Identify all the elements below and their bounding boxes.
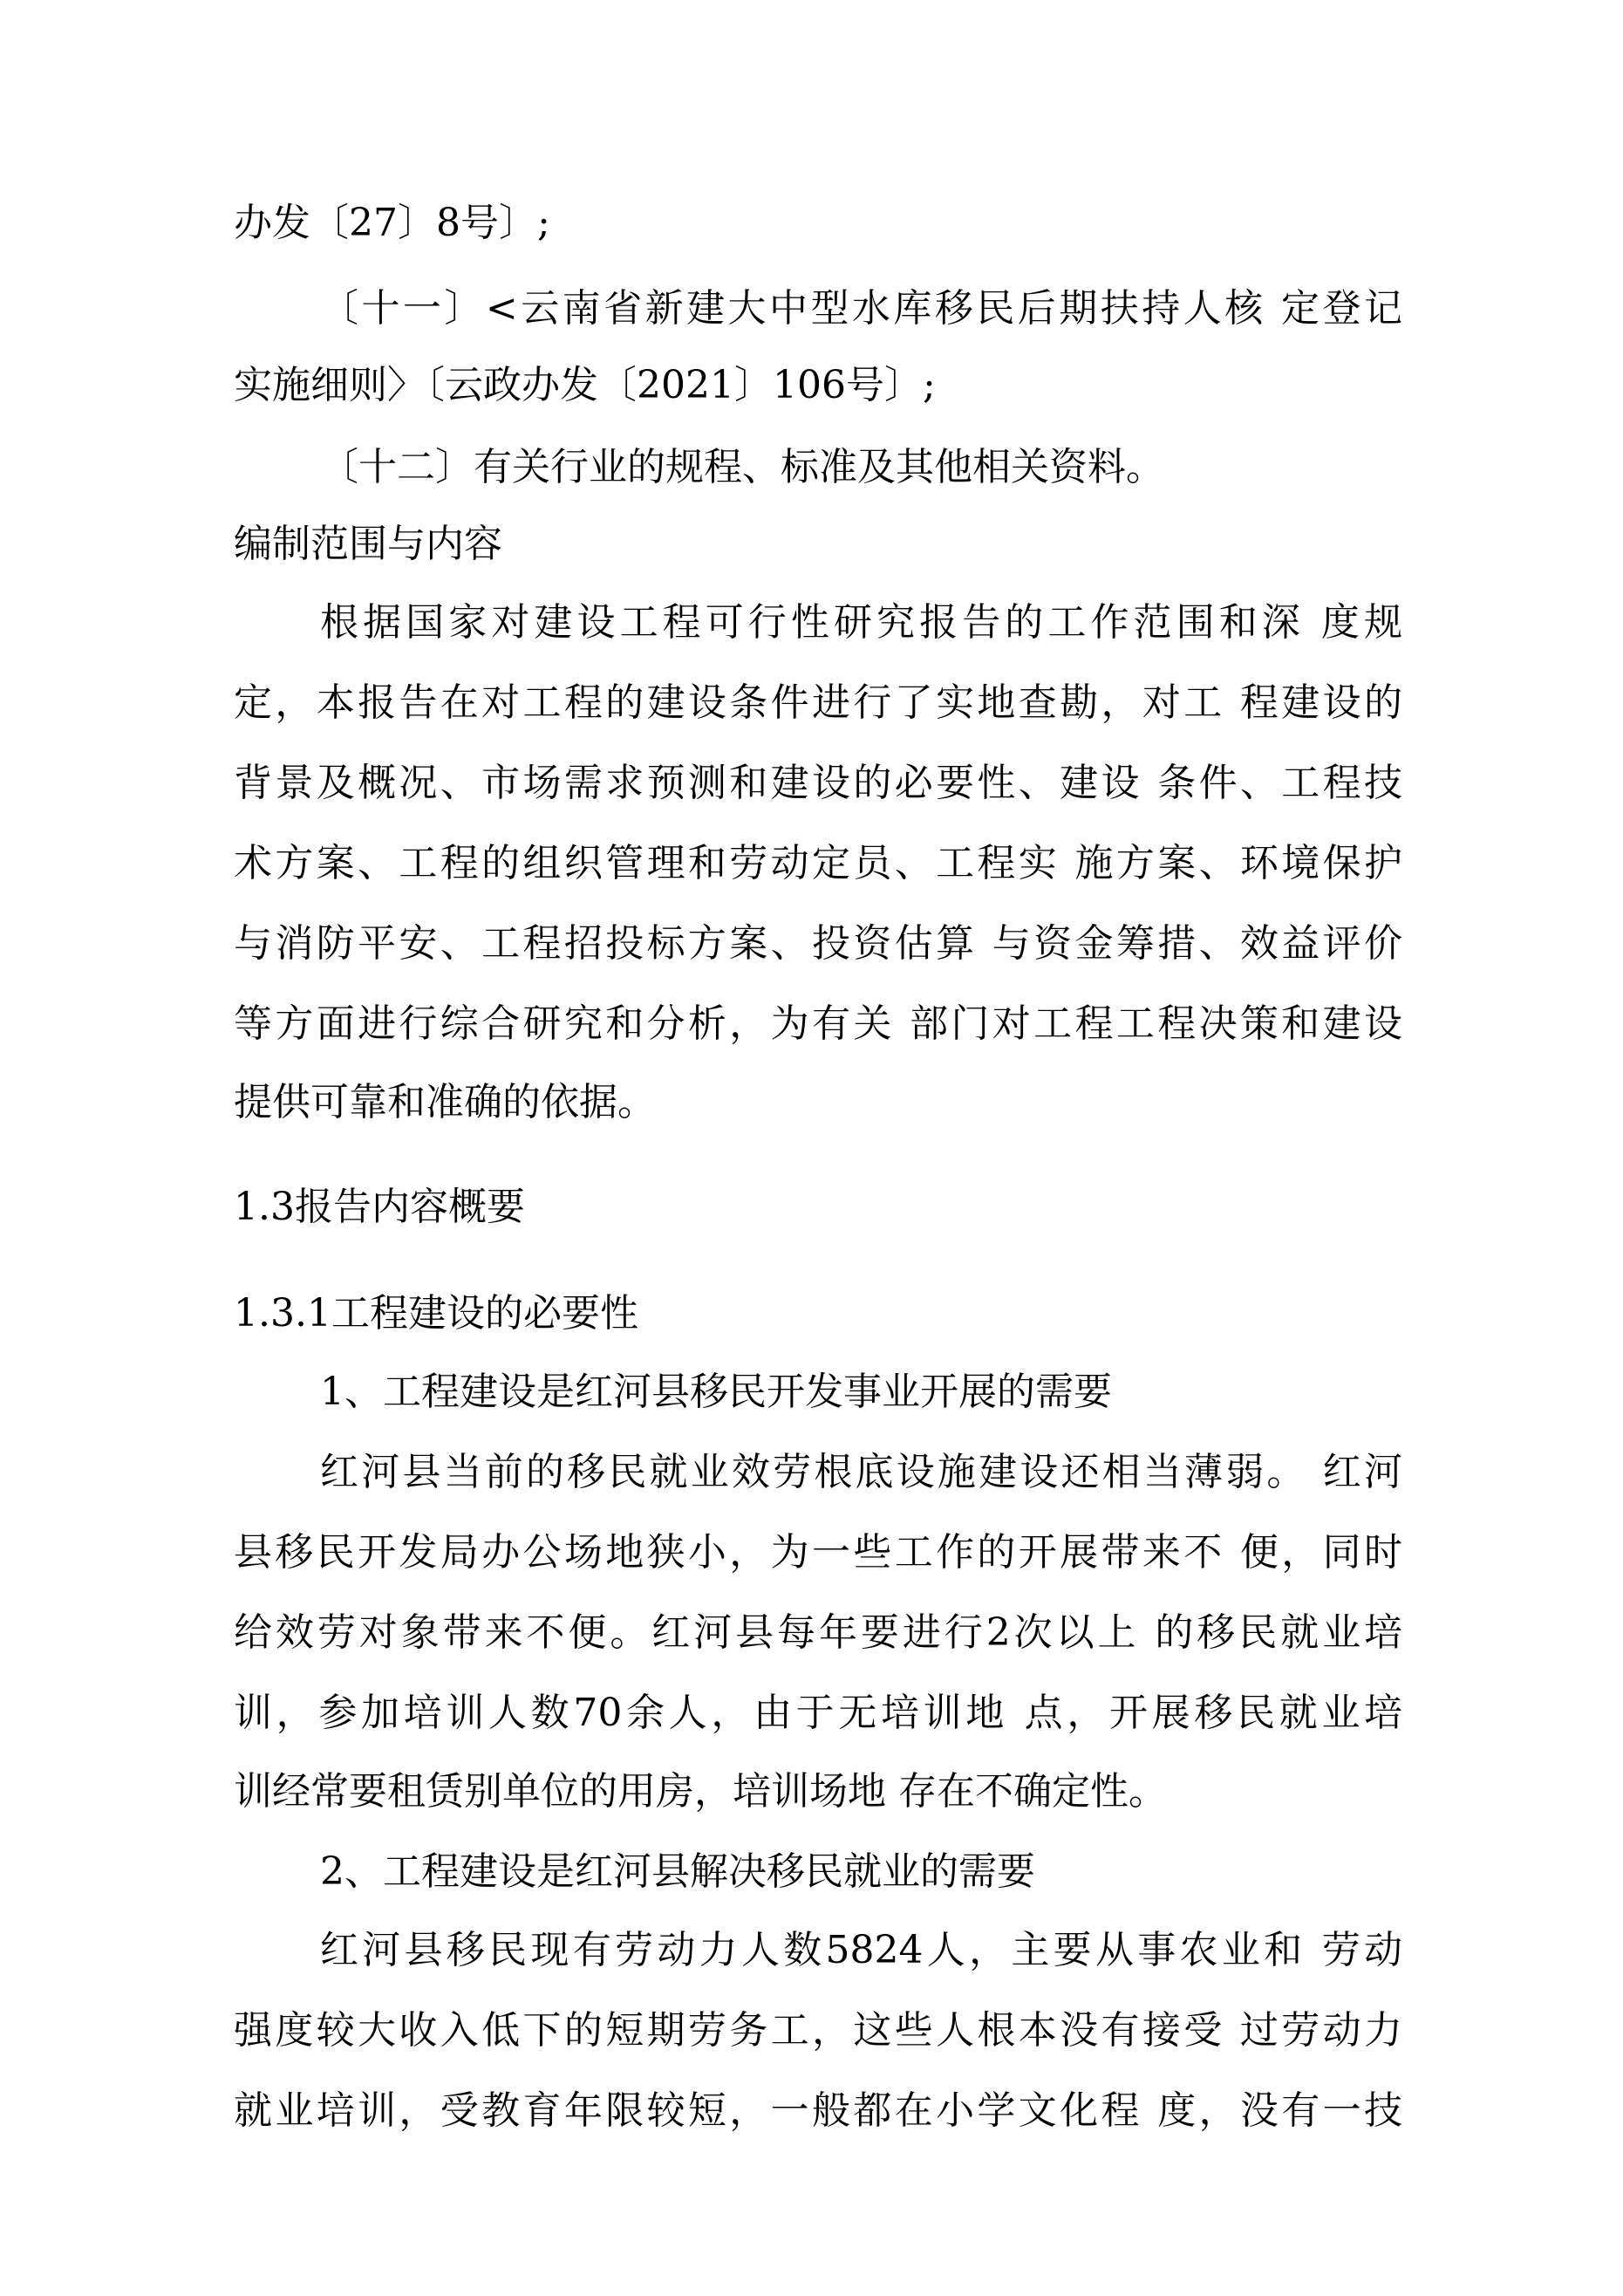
text-line: 2、工程建设是红河县解决移民就业的需要 bbox=[320, 1849, 1035, 1894]
text-line: 等方面进行综合研究和分析，为有关 部门对工程工程决策和建设 bbox=[234, 1001, 1402, 1046]
text-line: 实施细则〉〔云政办发〔2021〕106号〕; bbox=[234, 363, 936, 407]
section-heading: 编制范围与内容 bbox=[234, 522, 502, 566]
text-line: 与消防平安、工程招投标方案、投资估算 与资金筹措、效益评价 bbox=[234, 921, 1402, 966]
text-line: 根据国家对建设工程可行性研究报告的工作范围和深 度规 bbox=[320, 600, 1402, 645]
text-line: 红河县移民现有劳动力人数5824人，主要从事农业和 劳动 bbox=[320, 1928, 1402, 1972]
text-line: 提供可靠和准确的依据。 bbox=[234, 1080, 656, 1124]
section-heading: 1.3报告内容概要 bbox=[234, 1185, 525, 1229]
text-line: 定，本报告在对工程的建设条件进行了实地查勘，对工 程建设的 bbox=[234, 680, 1402, 725]
text-line: 术方案、工程的组织管理和劳动定员、工程实 施方案、环境保护 bbox=[234, 841, 1402, 885]
text-line: 〔十二〕有关行业的规程、标准及其他相关资料。 bbox=[320, 445, 1164, 489]
text-line: 1、工程建设是红河县移民开发事业开展的需要 bbox=[320, 1370, 1112, 1414]
text-line: 县移民开发局办公场地狭小，为一些工作的开展带来不 便，同时 bbox=[234, 1530, 1402, 1575]
text-line: 强度较大收入低下的短期劳务工，这些人根本没有接受 过劳动力 bbox=[234, 2008, 1402, 2053]
text-line: 红河县当前的移民就业效劳根底设施建设还相当薄弱。 红河 bbox=[320, 1450, 1402, 1494]
text-line: 训，参加培训人数70余人，由于无培训地 点，开展移民就业培 bbox=[234, 1691, 1402, 1735]
text-line: 背景及概况、市场需求预测和建设的必要性、建设 条件、工程技 bbox=[234, 761, 1402, 805]
subsection-heading: 1.3.1工程建设的必要性 bbox=[234, 1291, 638, 1336]
text-line: 训经常要租赁别单位的用房，培训场地 存在不确定性。 bbox=[234, 1769, 1167, 1814]
text-line: 办发〔27〕8号〕; bbox=[234, 201, 550, 245]
text-line: 就业培训，受教育年限较短，一般都在小学文化程 度，没有一技 bbox=[234, 2088, 1402, 2133]
text-line: 〔十一〕<云南省新建大中型水库移民后期扶持人核 定登记 bbox=[320, 286, 1402, 331]
text-line: 给效劳对象带来不便。红河县每年要进行2次以上 的移民就业培 bbox=[234, 1610, 1402, 1655]
